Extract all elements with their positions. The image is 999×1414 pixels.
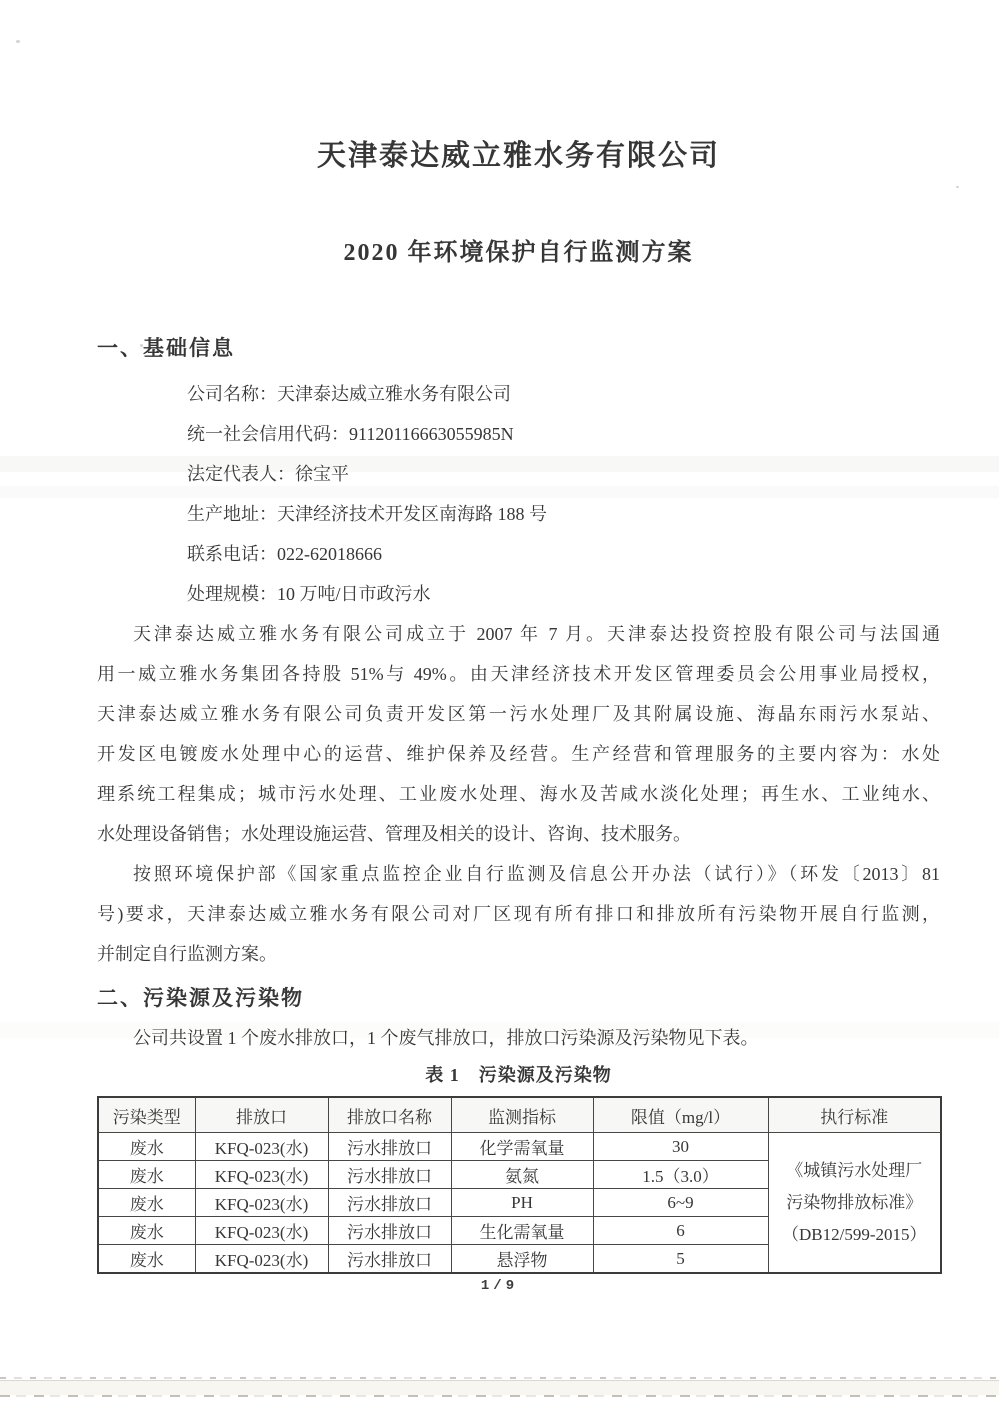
info-line: 统一社会信用代码：91120116663055985N <box>187 424 514 444</box>
document-title: 天津泰达威立雅水务有限公司 <box>316 140 720 172</box>
table-header-cell: 限值（mg/l） <box>593 1097 768 1133</box>
paragraph-line: 开发区电镀废水处理中心的运营、维护保养及经营。生产经营和管理服务的主要内容为：水处 <box>97 744 940 764</box>
scan-speck <box>956 186 959 188</box>
table-cell: KFQ-023(水) <box>195 1133 328 1161</box>
table-cell: 废水 <box>98 1189 195 1217</box>
paragraph-line: 按照环境保护部《国家重点监控企业自行监测及信息公开办法（试行）》（环发〔2013〕81 <box>133 864 940 884</box>
table-cell: 生化需氧量 <box>451 1217 593 1245</box>
paragraph <box>97 614 940 854</box>
table-cell: 30 <box>593 1133 768 1161</box>
table-cell: 废水 <box>98 1133 195 1161</box>
table-header-cell: 排放口 <box>195 1097 328 1133</box>
table-cell: PH <box>451 1189 593 1217</box>
table-cell: 污水排放口 <box>328 1133 451 1161</box>
info-line: 生产地址：天津经济技术开发区南海路 188 号 <box>187 504 547 524</box>
table-cell: 废水 <box>98 1245 195 1274</box>
document-content <box>97 0 940 1274</box>
standard-cell <box>768 1133 941 1274</box>
scan-streak <box>0 1395 999 1397</box>
table-cell: 废水 <box>98 1161 195 1189</box>
table-row <box>98 1133 941 1161</box>
table-cell: 5 <box>593 1245 768 1274</box>
info-line: 公司名称：天津泰达威立雅水务有限公司 <box>187 384 511 404</box>
table-cell: KFQ-023(水) <box>195 1161 328 1189</box>
standard-line: 《城镇污水处理厂 <box>786 1160 923 1180</box>
pollution-table <box>97 1096 942 1274</box>
scan-streak <box>0 1377 999 1379</box>
section-2-intro: 公司共设置 1 个废水排放口，1 个废气排放口，排放口污染源及污染物见下表。 <box>133 1028 759 1048</box>
table-cell: 废水 <box>98 1217 195 1245</box>
paragraph-line: 用一威立雅水务集团各持股 51%与 49%。由天津经济技术开发区管理委员会公用事业局授权， <box>97 664 940 684</box>
standard-line: 污染物排放标准》 <box>786 1192 923 1212</box>
table-cell: KFQ-023(水) <box>195 1189 328 1217</box>
table-cell: 6 <box>593 1217 768 1245</box>
table-cell: 污水排放口 <box>328 1189 451 1217</box>
standard-line: （DB12/599-2015） <box>782 1224 927 1244</box>
table-cell: KFQ-023(水) <box>195 1245 328 1274</box>
table-cell: 污水排放口 <box>328 1245 451 1274</box>
table-header-cell: 执行标准 <box>768 1097 941 1133</box>
table-cell: 化学需氧量 <box>451 1133 593 1161</box>
document-subtitle: 2020 年环境保护自行监测方案 <box>343 240 694 266</box>
table-header-cell: 监测指标 <box>451 1097 593 1133</box>
company-paragraphs <box>97 614 940 974</box>
scan-band <box>0 1380 999 1395</box>
section-1-heading: 一、基础信息 <box>97 336 235 360</box>
table-cell: KFQ-023(水) <box>195 1217 328 1245</box>
paragraph-line: 水处理设备销售；水处理设施运营、管理及相关的设计、咨询、技术服务。 <box>97 824 691 844</box>
paragraph-line: 天津泰达威立雅水务有限公司成立于 2007 年 7 月。天津泰达投资控股有限公司与法国通 <box>133 624 940 644</box>
table-cell: 污水排放口 <box>328 1217 451 1245</box>
paragraph <box>97 854 940 974</box>
paragraph-line: 号)要求，天津泰达威立雅水务有限公司对厂区现有所有排口和排放所有污染物开展自行监测， <box>97 904 940 924</box>
table-header-cell: 污染类型 <box>98 1097 195 1133</box>
table-cell: 污水排放口 <box>328 1161 451 1189</box>
basic-info-list <box>97 374 940 614</box>
table-cell: 氨氮 <box>451 1161 593 1189</box>
scan-speck <box>16 40 20 43</box>
section-2-heading: 二、污染源及污染物 <box>97 986 304 1010</box>
paragraph-line: 理系统工程集成；城市污水处理、工业废水处理、海水及苦咸水淡化处理；再生水、工业纯水、 <box>97 784 940 804</box>
table-header-row <box>98 1097 941 1133</box>
info-line: 联系电话：022-62018666 <box>187 544 382 564</box>
page-number: 1/9 <box>480 1278 519 1294</box>
info-line: 法定代表人：徐宝平 <box>187 464 349 484</box>
table-cell: 1.5（3.0） <box>593 1161 768 1189</box>
table-caption: 表 1 污染源及污染物 <box>425 1065 612 1085</box>
table-header-cell: 排放口名称 <box>328 1097 451 1133</box>
paragraph-line: 天津泰达威立雅水务有限公司负责开发区第一污水处理厂及其附属设施、海晶东雨污水泵站、 <box>97 704 940 724</box>
paragraph-line: 并制定自行监测方案。 <box>97 944 277 964</box>
table-cell: 悬浮物 <box>451 1245 593 1274</box>
table-cell: 6~9 <box>593 1189 768 1217</box>
info-line: 处理规模：10 万吨/日市政污水 <box>187 584 431 604</box>
